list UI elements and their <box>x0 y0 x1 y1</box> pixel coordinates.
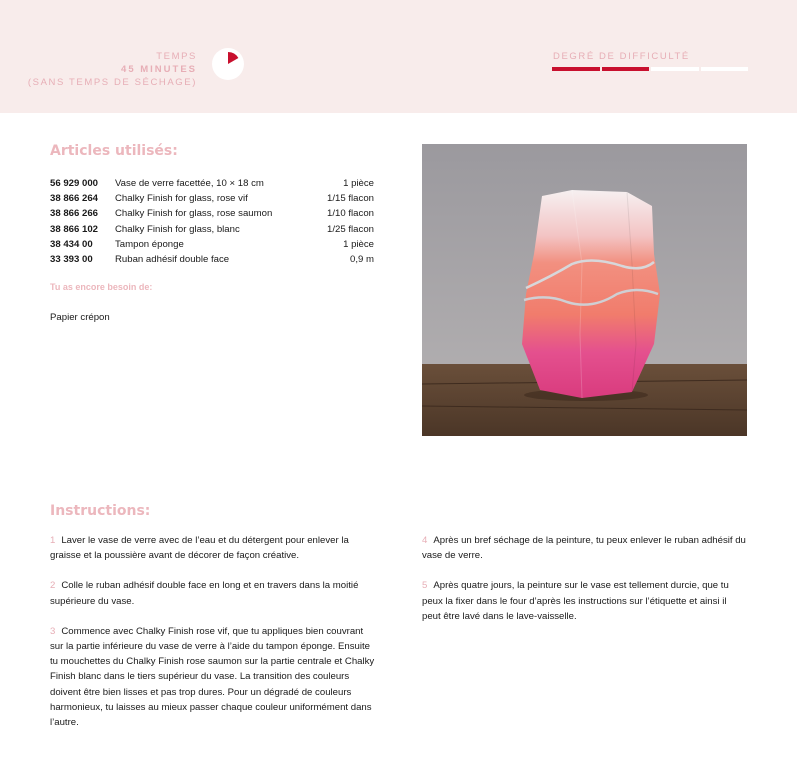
material-row <box>50 237 374 252</box>
need-label: Tu as encore besoin de: <box>50 282 153 292</box>
step-text: Après un bref séchage de la peinture, tu peux enlever le ruban adhésif du vase de verre. <box>422 535 746 562</box>
step-text: Laver le vase de verre avec de l’eau et du détergent pour enlever la graisse et la poussière avant de décorer de façon créative. <box>50 535 349 562</box>
instruction-step <box>422 533 747 563</box>
material-qty: 1 pièce <box>343 238 374 250</box>
difficulty-segment <box>651 67 699 71</box>
material-desc: Chalky Finish for glass, blanc <box>115 223 240 235</box>
material-desc: Chalky Finish for glass, rose saumon <box>115 208 273 220</box>
clock-icon <box>211 47 245 81</box>
time-label: TEMPS <box>156 51 197 62</box>
material-qty: 1 pièce <box>343 178 374 189</box>
difficulty-segment <box>701 67 749 71</box>
header-band <box>0 0 797 113</box>
difficulty-bar <box>552 67 748 71</box>
material-row <box>50 252 374 267</box>
step-text: Colle le ruban adhésif double face en long et en travers dans la moitié supérieure du vase. <box>50 580 359 607</box>
instruction-step <box>50 624 375 730</box>
time-value: 45 MINUTES <box>121 64 197 75</box>
step-number: 3 <box>50 625 56 637</box>
material-desc: Tampon éponge <box>115 238 184 250</box>
need-item: Papier crépon <box>50 312 110 323</box>
difficulty-label: DEGRÉ DE DIFFICULTÉ <box>553 51 690 62</box>
instruction-step <box>422 578 747 624</box>
instructions-title: Instructions: <box>50 503 151 519</box>
material-code: 56 929 000 <box>50 178 99 189</box>
instruction-step <box>50 578 375 608</box>
material-row <box>50 222 374 237</box>
step-number: 2 <box>50 580 56 592</box>
materials-title: Articles utilisés: <box>50 143 178 159</box>
material-qty: 1/10 flacon <box>327 208 374 220</box>
instructions-right-column <box>422 533 747 639</box>
vase-photo <box>422 144 747 436</box>
step-text: Commence avec Chalky Finish rose vif, que tu appliques bien couvrant sur la partie inférieure du vase de verre à l’aide du tampon éponge. Ensuite tu mouchettes du Chalky Finish rose saumon sur la partie centrale et Chalky Finish blanc dans le tiers supérieur du vase. La transition des couleurs doivent être bien lisses et pas trop dures. Pour un dégradé de couleurs harmonieux, tu laisses au mieux passer chaque couleur uniformément dans l’autre. <box>50 625 375 729</box>
material-desc: Ruban adhésif double face <box>115 253 230 265</box>
material-code: 38 866 264 <box>50 193 99 205</box>
step-number: 1 <box>50 535 56 546</box>
material-desc: Chalky Finish for glass, rose vif <box>115 193 248 205</box>
instructions-left-column <box>50 533 375 745</box>
material-code: 38 866 102 <box>50 223 99 235</box>
material-code: 33 393 00 <box>50 253 93 265</box>
difficulty-segment <box>602 67 650 71</box>
time-info <box>28 50 197 89</box>
material-row <box>50 191 374 206</box>
step-number: 4 <box>422 535 428 546</box>
material-code: 38 434 00 <box>50 238 93 250</box>
material-code: 38 866 266 <box>50 208 99 220</box>
step-number: 5 <box>422 580 428 592</box>
material-qty: 0,9 m <box>350 253 374 265</box>
material-desc: Vase de verre facettée, 10 × 18 cm <box>115 178 264 189</box>
materials-list <box>50 176 374 267</box>
material-row <box>50 176 374 191</box>
material-qty: 1/15 flacon <box>327 193 374 205</box>
material-qty: 1/25 flacon <box>327 223 374 235</box>
step-text: Après quatre jours, la peinture sur le vase est tellement durcie, que tu peux la fixer dans le four d’après les instructions sur l’étiquette et ainsi il peut être lavé dans le lave-vaisselle. <box>422 580 729 622</box>
difficulty-segment <box>552 67 600 71</box>
material-row <box>50 206 374 221</box>
time-note: (SANS TEMPS DE SÉCHAGE) <box>27 77 197 88</box>
instruction-step <box>50 533 375 563</box>
